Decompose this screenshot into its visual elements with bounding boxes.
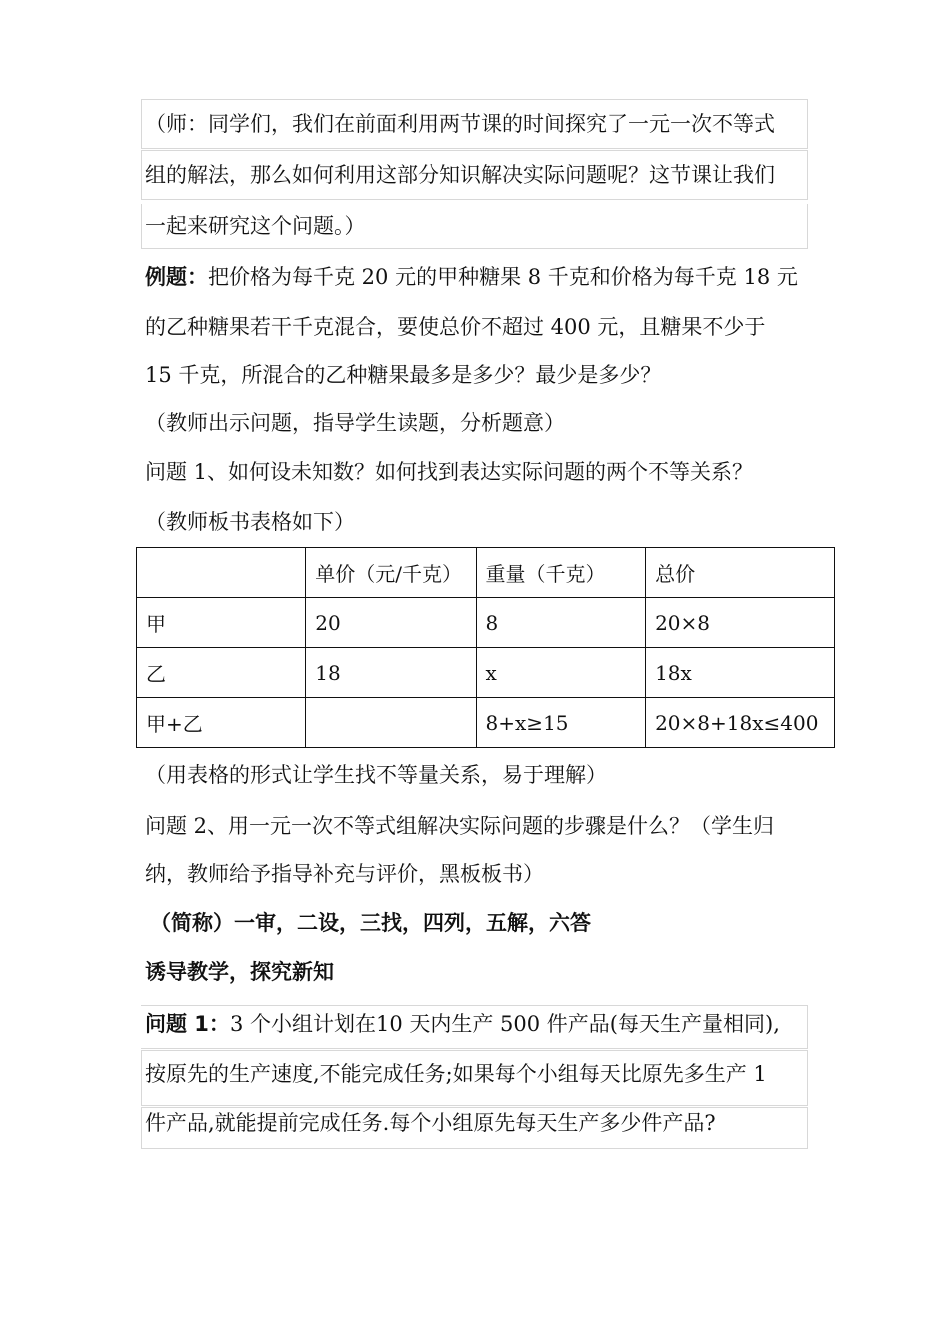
problem-1-line-3: 件产品,就能提前完成任务.每个小组原先每天生产多少件产品? bbox=[145, 1111, 716, 1135]
problem-1-line-2: 按原先的生产速度,不能完成任务;如果每个小组每天比原先多生产 1 bbox=[145, 1062, 767, 1086]
table-header-cell: 总价 bbox=[646, 548, 835, 598]
problem-1-text-1: 3 个小组计划在10 天内生产 500 件产品(每天生产量相同), bbox=[229, 1012, 780, 1036]
intro-line-1: （师：同学们，我们在前面利用两节课的时间探究了一元一次不等式 bbox=[145, 112, 775, 136]
table-cell: 乙 bbox=[137, 648, 306, 698]
table-cell: 甲+乙 bbox=[137, 698, 306, 748]
problem-1-label: 问题 1： bbox=[145, 1012, 230, 1036]
note-board-table: （教师板书表格如下） bbox=[145, 510, 355, 534]
table-row bbox=[137, 648, 835, 698]
table-cell: 8 bbox=[476, 598, 646, 648]
question-2-line-1: 问题 2、用一元一次不等式组解决实际问题的步骤是什么？（学生归 bbox=[145, 814, 775, 838]
question-1: 问题 1、如何设未知数？如何找到表达实际问题的两个不等关系？ bbox=[145, 460, 754, 484]
table-cell: 20×8 bbox=[646, 598, 835, 648]
table-cell: 8+x≥15 bbox=[476, 698, 646, 748]
table-header-row bbox=[137, 548, 835, 598]
problem-1-line-1 bbox=[145, 1010, 780, 1038]
table-cell: 20 bbox=[306, 598, 476, 648]
table-row bbox=[137, 698, 835, 748]
price-table bbox=[136, 547, 835, 748]
note-teacher-presents: （教师出示问题，指导学生读题，分析题意） bbox=[145, 411, 565, 435]
section-heading: 诱导教学，探究新知 bbox=[145, 960, 334, 984]
question-2-line-2: 纳，教师给予指导补充与评价，黑板板书） bbox=[145, 862, 544, 886]
table-cell: 18 bbox=[306, 648, 476, 698]
example-line-2: 的乙种糖果若干千克混合，要使总价不超过 400 元，且糖果不少于 bbox=[145, 315, 766, 339]
table-header-cell: 单价（元/千克） bbox=[306, 548, 476, 598]
example-line-3: 15 千克，所混合的乙种糖果最多是多少？最少是多少？ bbox=[145, 363, 662, 387]
table-header-cell: 重量（千克） bbox=[476, 548, 646, 598]
example-label: 例题： bbox=[145, 265, 208, 289]
intro-line-2: 组的解法，那么如何利用这部分知识解决实际问题呢？这节课让我们 bbox=[145, 163, 775, 187]
table-header-cell bbox=[137, 548, 306, 598]
note-table-purpose: （用表格的形式让学生找不等量关系，易于理解） bbox=[145, 763, 607, 787]
table-row bbox=[137, 598, 835, 648]
example-line-1 bbox=[145, 263, 798, 291]
table-cell: x bbox=[476, 648, 646, 698]
intro-line-3: 一起来研究这个问题。） bbox=[145, 214, 366, 238]
table-cell: 20×8+18x≤400 bbox=[646, 698, 835, 748]
table-cell: 18x bbox=[646, 648, 835, 698]
example-text-1: 把价格为每千克 20 元的甲种糖果 8 千克和价格为每千克 18 元 bbox=[208, 265, 798, 289]
table-cell bbox=[306, 698, 476, 748]
table-cell: 甲 bbox=[137, 598, 306, 648]
steps-summary: （简称）一审，二设，三找，四列，五解，六答 bbox=[150, 911, 591, 935]
